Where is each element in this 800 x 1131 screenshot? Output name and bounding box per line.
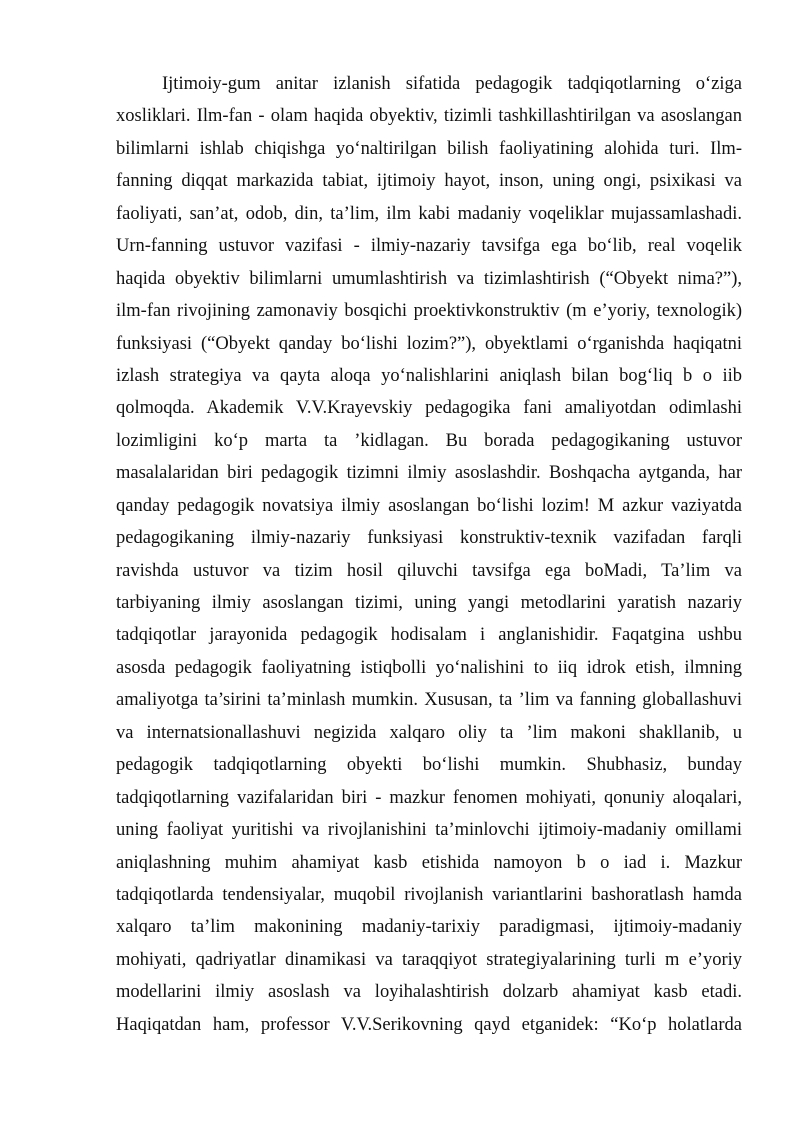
text-line: mohiyati, qadriyatlar dinamikasi va taraqqiyot strategiyalarining turli m e’yoriy (116, 949, 742, 970)
text-line: va internatsionallashuvi negizida xalqaro oliy ta ’lim makoni shakllanib, u (116, 722, 742, 743)
document-body (116, 68, 742, 1041)
text-line: funksiyasi (“Obyekt qanday bo‘lishi lozim?”), obyektlami o‘rganishda haqiqatni (116, 333, 742, 354)
text-line: modellarini ilmiy asoslash va loyihalashtirish dolzarb ahamiyat kasb etadi. (116, 982, 742, 1003)
text-line: haqida obyektiv bilimlarni umumlashtirish va tizimlashtirish (“Obyekt nima?”), (116, 268, 742, 289)
text-line: Urn-fanning ustuvor vazifasi - ilmiy-nazariy tavsifga ega bo‘lib, real voqelik (116, 236, 742, 257)
text-line: tadqiqotlarda tendensiyalar, muqobil rivojlanish variantlarini bashoratlash hamda (116, 884, 742, 905)
text-line: xalqaro ta’lim makonining madaniy-tarixiy paradigmasi, ijtimoiy-madaniy (116, 917, 742, 938)
text-line: fanning diqqat markazida tabiat, ijtimoiy hayot, inson, uning ongi, psixikasi va (116, 171, 742, 192)
text-line: bilimlarni ishlab chiqishga yo‘naltirilgan bilish faoliyatining alohida turi. Ilm- (116, 138, 742, 159)
text-line: izlash strategiya va qayta aloqa yo‘nalishlarini aniqlash bilan bog‘liq b o iib (116, 365, 742, 386)
text-line: pedagogikaning ilmiy-nazariy funksiyasi konstruktiv-texnik vazifadan farqli (116, 528, 742, 549)
text-line: lozimligini ko‘p marta ta ’kidlagan. Bu borada pedagogikaning ustuvor (116, 430, 742, 451)
paragraph (116, 68, 742, 1041)
text-line: qolmoqda. Akademik V.V.Krayevskiy pedagogika fani amaliyotdan odimlashi (116, 398, 742, 419)
text-line: xosliklari. Ilm-fan - olam haqida obyektiv, tizimli tashkillashtirilgan va asoslangan (116, 106, 742, 127)
text-line: asosda pedagogik faoliyatning istiqbolli yo‘nalishini to iiq idrok etish, ilmning (116, 657, 742, 678)
text-line: tadqiqotlarning vazifalaridan biri - mazkur fenomen mohiyati, qonuniy aloqalari, (116, 787, 742, 808)
text-line: Ijtimoiy-gum anitar izlanish sifatida pedagogik tadqiqotlarning o‘ziga (162, 74, 742, 94)
text-line: ilm-fan rivojining zamonaviy bosqichi proektivkonstruktiv (m e’yoriy, texnologik) (116, 301, 742, 322)
text-line: masalalaridan biri pedagogik tizimni ilmiy asoslashdir. Boshqacha aytganda, har (116, 463, 742, 484)
text-line: amaliyotga ta’sirini ta’minlash mumkin. Xususan, ta ’lim va fanning globallashuvi (116, 690, 742, 711)
text-line: pedagogik tadqiqotlarning obyekti bo‘lishi mumkin. Shubhasiz, bunday (116, 755, 742, 776)
text-line: tadqiqotlar jarayonida pedagogik hodisalam i anglanishidir. Faqatgina ushbu (116, 625, 742, 646)
text-line: aniqlashning muhim ahamiyat kasb etishida namoyon b o iad i. Mazkur (116, 852, 742, 873)
text-line: ravishda ustuvor va tizim hosil qiluvchi tavsifga ega boMadi, Ta’lim va (116, 560, 742, 581)
text-line: tarbiyaning ilmiy asoslangan tizimi, uning yangi metodlarini yaratish nazariy (116, 593, 742, 613)
text-line: qanday pedagogik novatsiya ilmiy asoslangan bo‘lishi lozim! M azkur vaziyatda (116, 495, 742, 516)
text-line: faoliyati, san’at, odob, din, ta’lim, ilm kabi madaniy voqeliklar mujassamlashadi. (116, 203, 742, 224)
text-line: uning faoliyat yuritishi va rivojlanishini ta’minlovchi ijtimoiy-madaniy omillami (116, 820, 742, 841)
text-line: Haqiqatdan ham, professor V.V.Serikovning qayd etganidek: “Ko‘p holatlarda (116, 1014, 742, 1035)
